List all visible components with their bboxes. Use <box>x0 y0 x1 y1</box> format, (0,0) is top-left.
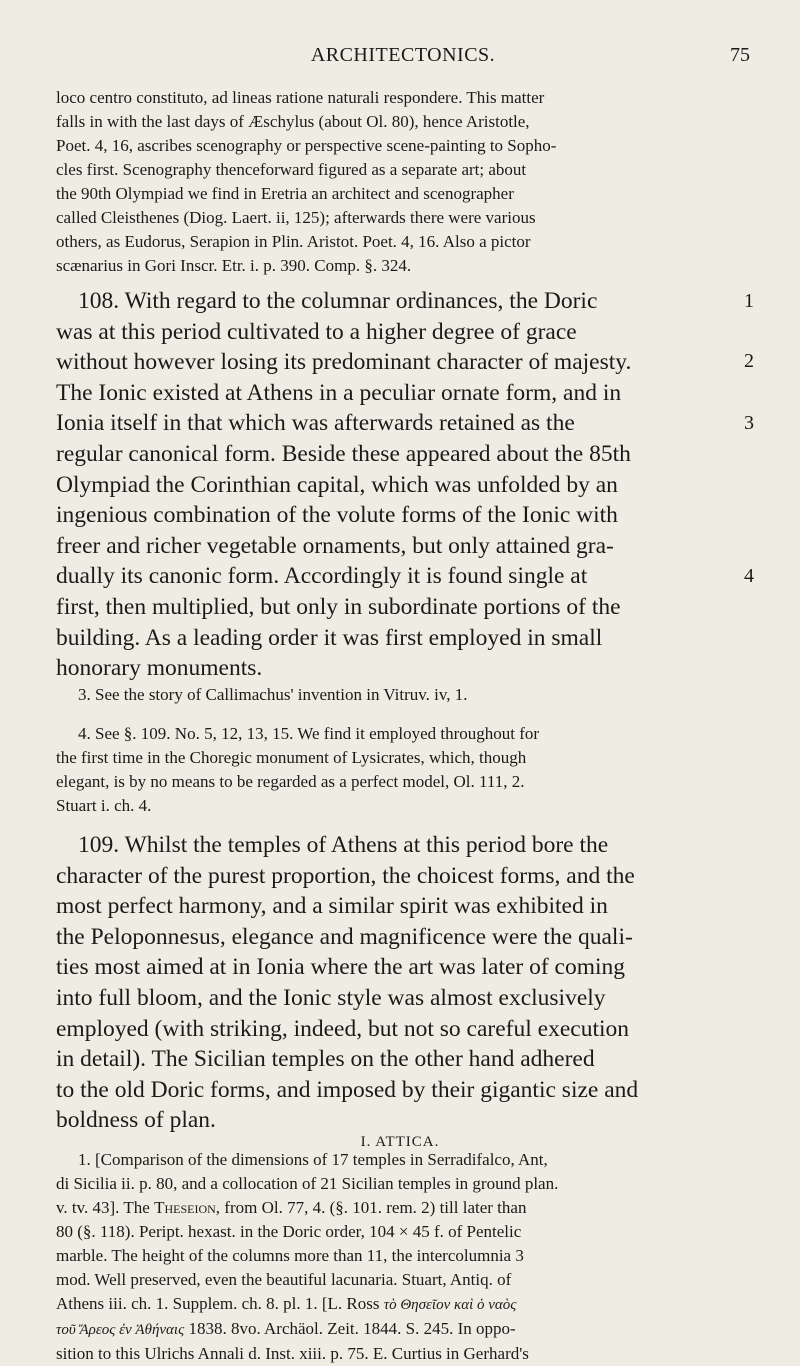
text-line: ingenious combination of the volute forms of the Ionic with <box>56 502 618 529</box>
text-line: the first time in the Choregic monument of Lysicrates, which, though <box>56 748 527 767</box>
text-line: to the old Doric forms, and imposed by their gigantic size and <box>56 1076 639 1103</box>
text-line: most perfect harmony, and a similar spirit was exhibited in <box>56 893 608 920</box>
text-line: ties most aimed at in Ionia where the art was later of coming <box>56 954 626 981</box>
text-line: scænarius in Gori Inscr. Etr. i. p. 390. Comp. §. 324. <box>56 256 412 275</box>
greek-title: τοῦ Ἄρεος ἐν Ἀθήναις <box>56 1322 185 1338</box>
text-line <box>56 286 746 317</box>
text-line: was at this period cultivated to a higher degree of grace <box>56 318 577 345</box>
subsection-heading: I. ATTICA. <box>360 1134 440 1150</box>
text-line: dually its canonic form. Accordingly it is found single at <box>56 563 588 590</box>
text-line: boldness of plan. <box>56 1107 216 1134</box>
section-first-line: With regard to the columnar ordinances, the Doric <box>124 288 598 314</box>
text-line: the Peloponnesus, elegance and magnificence were the quali- <box>56 923 633 950</box>
margin-ref: 2 <box>744 350 754 372</box>
text-line: cles first. Scenography thenceforward figured as a separate art; about <box>56 160 527 179</box>
text-line: first, then multiplied, but only in subordinate portions of the <box>56 593 621 620</box>
note-108-4 <box>56 722 746 818</box>
text-line: honorary monuments. <box>56 655 263 682</box>
note-text: , from Ol. 77, 4. (§. 101. rem. 2) till later than <box>215 1198 527 1217</box>
note-text: v. tv. 43]. The <box>56 1198 150 1217</box>
text-line: regular canonical form. Beside these appeared about the 85th <box>56 440 631 467</box>
note-text: 3. See the story of Callimachus' invention in Vitruv. iv, 1. <box>78 685 468 704</box>
text-line: falls in with the last days of Æschylus (about Ol. 80), hence Aristotle, <box>56 112 530 131</box>
note-text: Athens iii. ch. 1. Supplem. ch. 8. pl. 1. [L. Ross <box>56 1294 380 1313</box>
text-line: di Sicilia ii. p. 80, and a collocation of 21 Sicilian temples in ground plan. <box>56 1174 559 1193</box>
text-line: Ionia itself in that which was afterwards retained as the <box>56 410 575 437</box>
text-line: character of the purest proportion, the choicest forms, and the <box>56 862 635 889</box>
section-108 <box>56 286 746 684</box>
text-line: loco centro constituto, ad lineas ratione naturali respondere. This matter <box>56 88 545 107</box>
text-line <box>56 722 746 746</box>
text-line: mod. Well preserved, even the beautiful lacunaria. Stuart, Antiq. of <box>56 1270 512 1289</box>
text-line: Olympiad the Corinthian capital, which was unfolded by an <box>56 471 618 498</box>
note-attica-1 <box>56 1148 746 1366</box>
page-header <box>56 44 750 74</box>
text-line: marble. The height of the columns more than 11, the intercolumnia 3 <box>56 1246 524 1265</box>
section-number: 108. <box>78 288 120 314</box>
text-line: freer and richer vegetable ornaments, but only attained gra- <box>56 532 614 559</box>
text-line: the 90th Olympiad we find in Eretria an architect and scenographer <box>56 184 514 203</box>
text-line: without however losing its predominant character of majesty. <box>56 349 632 376</box>
text-line: 80 (§. 118). Peript. hexast. in the Doric order, 104 × 45 f. of Pentelic <box>56 1222 522 1241</box>
section-first-line: Whilst the temples of Athens at this period bore the <box>124 832 609 858</box>
text-line: Stuart i. ch. 4. <box>56 796 152 815</box>
section-number: 109. <box>78 832 120 858</box>
margin-ref: 1 <box>744 290 754 312</box>
opening-paragraph <box>56 86 746 278</box>
greek-title: τὸ Θησεῖον καὶ ὁ ναὸς <box>383 1297 517 1313</box>
text-line <box>56 1292 746 1317</box>
text-line: elegant, is by no means to be regarded as a perfect model, Ol. 111, 2. <box>56 772 525 791</box>
margin-ref: 3 <box>744 412 754 434</box>
text-line: sition to this Ulrichs Annali d. Inst. xiii. p. 75. E. Curtius in Gerhard's <box>56 1344 529 1363</box>
margin-ref: 4 <box>744 565 754 587</box>
note-text: 4. See §. 109. No. 5, 12, 13, 15. We find it employed throughout for <box>78 724 540 743</box>
text-line <box>56 1148 746 1172</box>
text-line: Poet. 4, 16, ascribes scenography or perspective scene-painting to Sopho- <box>56 136 557 155</box>
temple-name: Theseion <box>154 1198 216 1217</box>
text-line: employed (with striking, indeed, but not so careful execution <box>56 1015 629 1042</box>
page-number: 75 <box>730 44 750 66</box>
text-line <box>56 1317 746 1342</box>
text-line: The Ionic existed at Athens in a peculiar ornate form, and in <box>56 379 622 406</box>
text-line <box>56 830 746 861</box>
text-line <box>56 1196 746 1220</box>
note-text: 1. [Comparison of the dimensions of 17 temples in Serradifalco, Ant, <box>78 1150 548 1169</box>
note-108-3 <box>56 683 746 707</box>
text-line: called Cleisthenes (Diog. Laert. ii, 125); afterwards there were various <box>56 208 536 227</box>
section-109 <box>56 830 746 1136</box>
text-line: in detail). The Sicilian temples on the other hand adhered <box>56 1046 595 1073</box>
text-line <box>56 683 746 707</box>
text-line: building. As a leading order it was first employed in small <box>56 624 603 651</box>
note-text: 1838. 8vo. Archäol. Zeit. 1844. S. 245. In oppo- <box>188 1319 516 1338</box>
running-head: ARCHITECTONICS. <box>310 44 496 66</box>
text-line: others, as Eudorus, Serapion in Plin. Aristot. Poet. 4, 16. Also a pictor <box>56 232 531 251</box>
text-line: into full bloom, and the Ionic style was almost exclusively <box>56 984 606 1011</box>
